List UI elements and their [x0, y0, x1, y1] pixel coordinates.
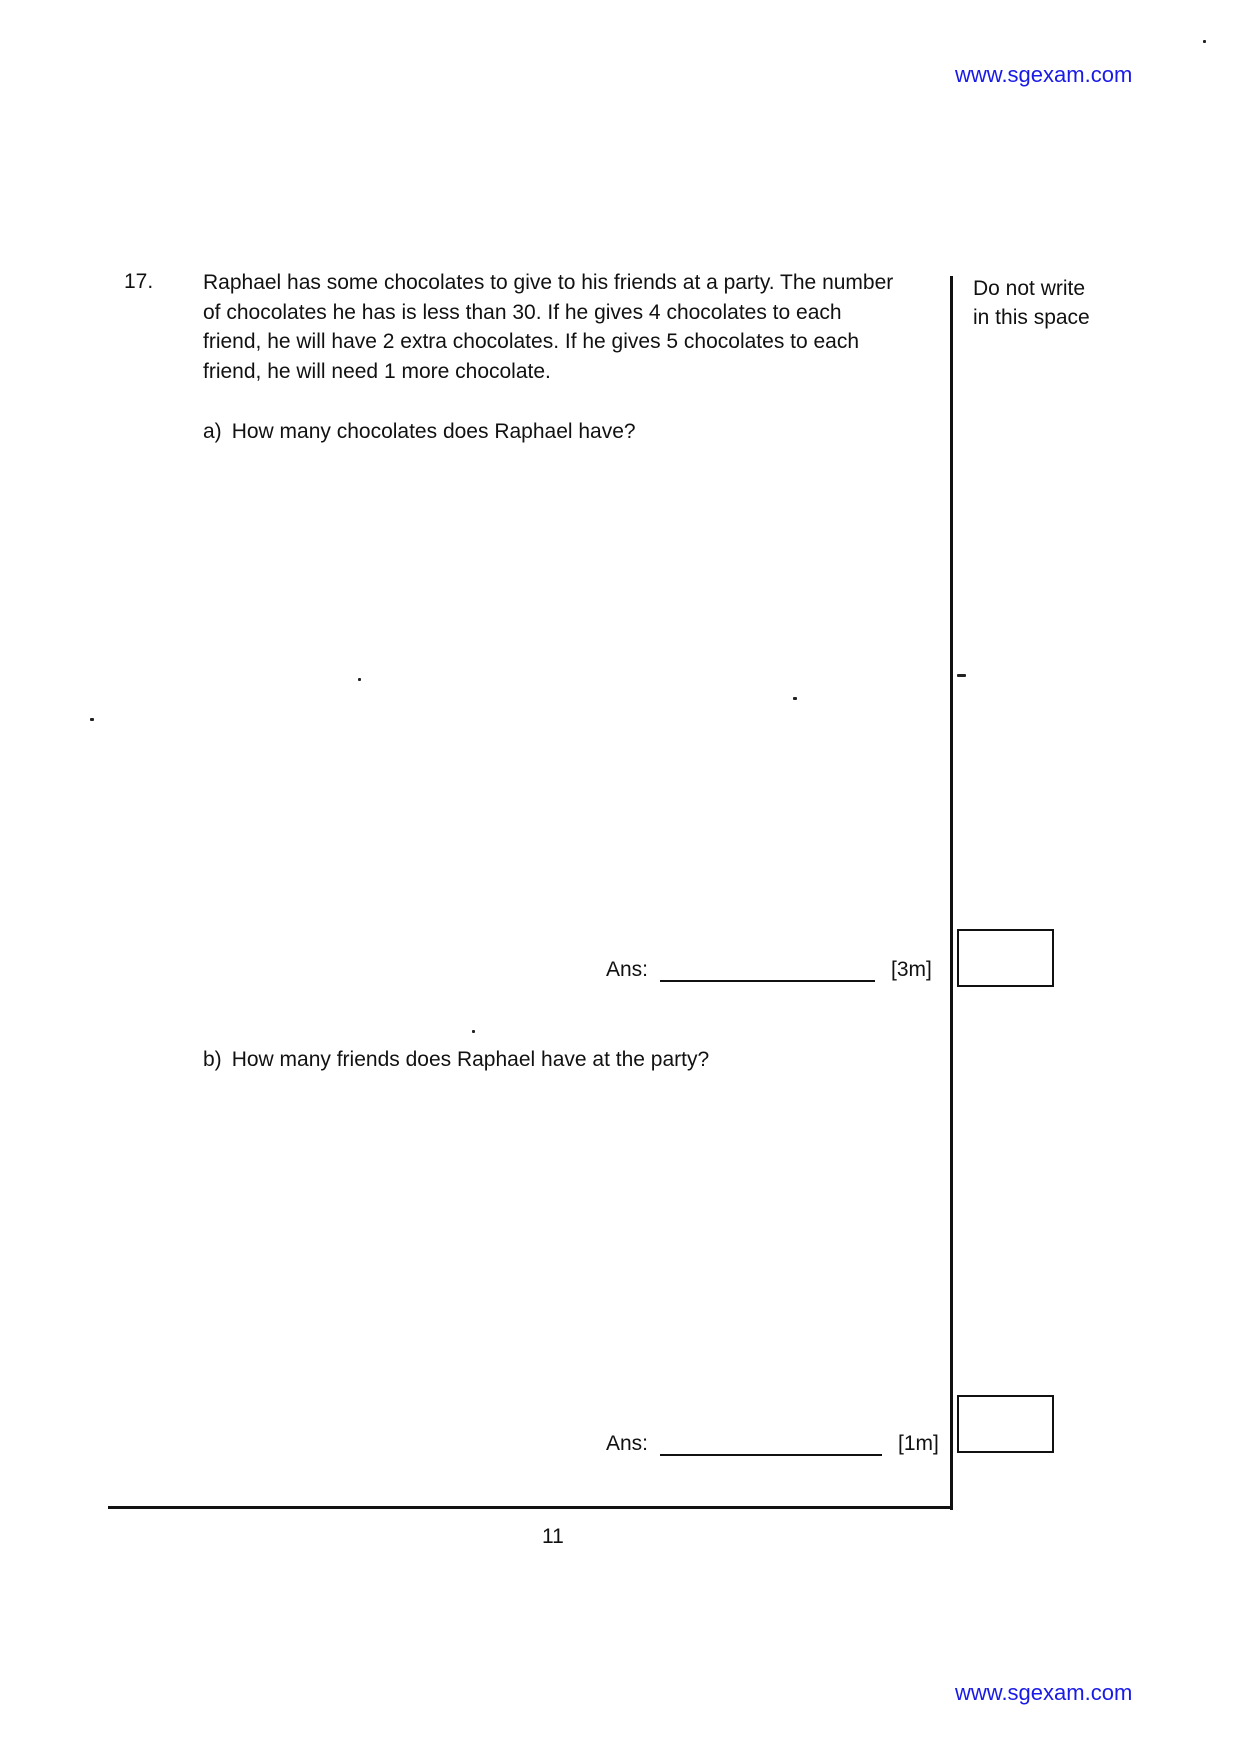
scan-speck [90, 718, 94, 721]
part-a-question [203, 420, 636, 444]
part-a-text: How many chocolates does Raphael have? [231, 420, 636, 443]
question-number: 17. [124, 270, 154, 293]
header-url: www.sgexam.com [955, 62, 1133, 87]
part-a-mark-box [957, 929, 1054, 987]
marks-label: [3m] [891, 958, 932, 981]
part-b-label: b) [203, 1048, 222, 1071]
scan-speck [957, 674, 966, 677]
stem-line: of chocolates he has is less than 30. If he gives 4 chocolates to each [203, 300, 842, 324]
question-stem [203, 268, 943, 386]
marks-label: [1m] [898, 1432, 939, 1455]
page-number: 11 [542, 1525, 564, 1548]
answer-label: Ans: [606, 1432, 649, 1455]
scan-speck [472, 1030, 475, 1033]
margin-note [973, 274, 1090, 332]
margin-divider-line [950, 276, 953, 1510]
answer-blank[interactable] [660, 960, 875, 982]
part-b-text: How many friends does Raphael have at the party? [231, 1048, 710, 1071]
stem-line: friend, he will have 2 extra chocolates. If he gives 5 chocolates to each [203, 330, 860, 353]
stem-line: Raphael has some chocolates to give to his friends at a party. The number [203, 271, 894, 294]
part-a-answer-row [606, 958, 932, 982]
part-b-answer-row [606, 1432, 939, 1456]
scan-speck [793, 697, 797, 700]
footer-url: www.sgexam.com [955, 1680, 1133, 1705]
answer-blank[interactable] [660, 1434, 882, 1456]
part-b-mark-box [957, 1395, 1054, 1453]
margin-note-line: in this space [973, 306, 1090, 329]
bottom-rule-line [108, 1506, 953, 1509]
answer-label: Ans: [606, 958, 649, 981]
scan-speck [358, 678, 361, 681]
margin-note-line: Do not write [973, 277, 1086, 300]
scan-speck [1203, 40, 1206, 43]
part-b-question [203, 1048, 709, 1072]
stem-line: friend, he will need 1 more chocolate. [203, 359, 551, 383]
part-a-label: a) [203, 420, 222, 443]
